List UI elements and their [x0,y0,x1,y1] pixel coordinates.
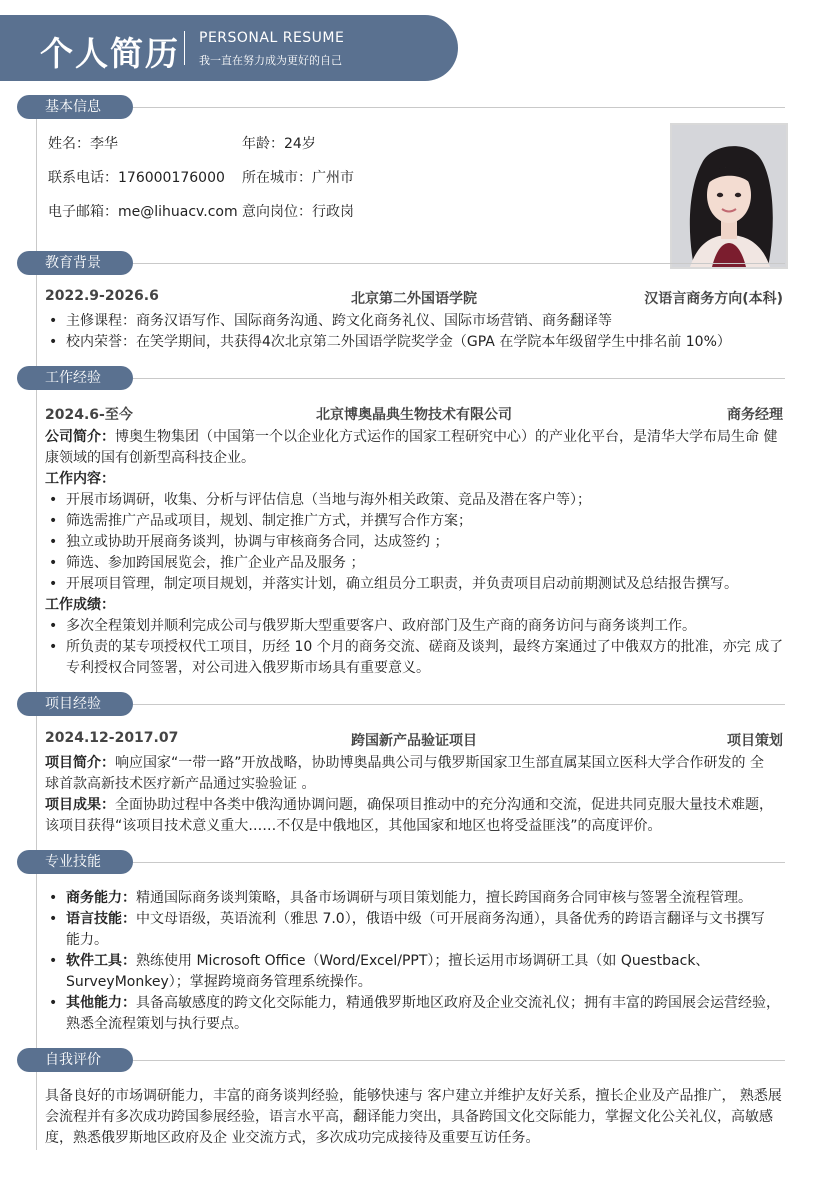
list-item: • 独立或协助开展商务谈判，协调与审核商务合同，达成签约 ； [47,532,787,553]
self-eval-line: 会流程并有多次成功跨国参展经验，语言水平高，翻译能力突出，具备跨国文化交际能力，掌握文化公关礼仪，高敏感 [45,1109,773,1125]
education-major: 汉语言商务方向(本科) [644,291,783,307]
section-skills-header [17,850,785,874]
list-item-cont: 熟悉全流程策划与执行要点。 [66,1016,248,1032]
project-role: 项目策划 [727,733,783,749]
section-rule [133,862,785,863]
section-label: 基本信息 [17,95,133,119]
list-item: • 主修课程：商务汉语写作、国际商务沟通、跨文化商务礼仪、国际市场营销、商务翻译等 [47,311,787,332]
skill-text: 熟练使用 Microsoft Office（Word/Excel/PPT）；擅长运用市场调研工具（如 Questback、 [136,953,710,969]
skill-label: 软件工具： [66,953,136,969]
list-item: • 筛选需推广产品或项目，规划、制定推广方式，并撰写合作方案； [47,511,787,532]
list-item: • 多次全程策划并顺利完成公司与俄罗斯大型重要客户、政府部门及生产商的商务访问与商务谈判工作。 [47,616,787,637]
list-item [47,951,787,972]
project-intro-cont: 球首款高新技术医疗新产品通过实验验证 。 [45,776,316,792]
avatar-photo-icon [672,125,786,267]
project-result-label: 项目成果： [45,797,115,813]
education-period: 2022.9-2026.6 [45,288,159,304]
section-rule [133,704,785,705]
work-period: 2024.6-至今 [45,407,133,423]
project-result-text: 全面协助过程中各类中俄沟通协调问题，确保项目推动中的充分沟通和交流，促进共同克服大量技术难题， [115,797,773,813]
section-rule [133,107,785,108]
skill-label: 商务能力： [66,890,136,906]
section-self-header [17,1048,785,1072]
section-work-header [17,366,785,390]
project-period: 2024.12-2017.07 [45,730,179,746]
list-item-cont: SurveyMonkey）；掌握跨境商务管理系统操作。 [66,974,372,990]
basic-email: 电子邮箱：me@lihuacv.com [48,204,238,220]
section-basic-header [17,95,785,119]
basic-name: 姓名：李华 [48,136,118,152]
project-row [45,730,783,751]
work-content-label: 工作内容： [45,471,115,487]
section-label: 自我评价 [17,1048,133,1072]
list-item: • 开展项目管理，制定项目规划，并落实计划，确立组员分工职责，并负责项目启动前期测试及总结报告撰写。 [47,574,787,595]
project-result-cont: 该项目获得“该项目技术意义重大……不仅是中俄地区，其他国家和地区也将受益匪浅”的高度评价。 [45,818,662,834]
skill-label: 语言技能： [66,911,136,927]
section-label: 工作经验 [17,366,133,390]
title-divider [184,31,185,65]
work-company: 北京博奥晶典生物技术有限公司 [316,407,512,423]
list-item [47,909,787,930]
work-intro [45,427,787,448]
project-intro [45,753,787,774]
section-project-header [17,692,785,716]
section-label: 教育背景 [17,251,133,275]
list-item [47,888,787,909]
section-label: 项目经验 [17,692,133,716]
skill-text: 精通国际商务谈判策略，具备市场调研与项目策划能力，擅长跨国商务合同审核与签署全流程管理。 [136,890,752,906]
project-intro-label: 项目简介： [45,755,115,771]
section-rule [133,263,785,264]
resume-subtitle: PERSONAL RESUME [199,30,345,46]
education-school: 北京第二外国语学院 [351,291,477,307]
basic-phone: 联系电话：176000176000 [48,170,225,186]
list-item: • 校内荣誉：在笑学期间，共获得4次北京第二外国语学院奖学金（GPA 在学院本年级留学生中排名前 10%） [47,332,787,353]
skill-label: 其他能力： [66,995,136,1011]
project-intro-text: 响应国家“一带一路”开放战略，协助博奥晶典公司与俄罗斯国家卫生部直属某国立医科大学合作研发的 全 [115,755,764,771]
work-row [45,404,783,425]
work-intro-cont: 康领域的国有创新型高科技企业。 [45,450,255,466]
list-item: • 开展市场调研，收集、分析与评估信息（当地与海外相关政策、竞品及潜在客户等）； [47,490,787,511]
section-education-header [17,251,785,275]
list-item: • 所负责的某专项授权代工项目，历经 10 个月的商务交流、磋商及谈判，最终方案通过了中俄双方的批准，亦完 成了 [47,637,787,658]
project-result [45,795,787,816]
basic-age: 年龄：24岁 [242,136,316,152]
work-intro-label: 公司简介： [45,429,115,445]
basic-position: 意向岗位：行政岗 [242,204,354,220]
list-item [47,993,787,1014]
section-rule [133,1060,785,1061]
header-banner [0,15,458,81]
skill-text: 具备高敏感度的跨文化交际能力，精通俄罗斯地区政府及企业交流礼仪；拥有丰富的跨国展会运营经验， [136,995,780,1011]
section-rule [133,378,785,379]
list-item-cont: 专利授权合同签署，对公司进入俄罗斯市场具有重要意义。 [66,660,430,676]
self-eval-line: 具备良好的市场调研能力，丰富的商务谈判经验，能够快速与 客户建立并维护友好关系，擅长企业及产品推广， 熟悉展 [45,1088,782,1104]
resume-title: 个人简历 [40,34,180,73]
skill-text: 中文母语级，英语流利（雅思 7.0），俄语中级（可开展商务沟通），具备优秀的跨语言翻译与文书撰写 [136,911,765,927]
list-item: • 筛选、参加跨国展览会，推广企业产品及服务 ； [47,553,787,574]
work-role: 商务经理 [727,407,783,423]
list-item-cont: 能力。 [66,932,108,948]
work-intro-text: 博奥生物集团（中国第一个以企业化方式运作的国家工程研究中心）的产业化平台，是清华大学布局生命 健 [115,429,778,445]
avatar [670,123,788,269]
section-label: 专业技能 [17,850,133,874]
education-row [45,288,783,309]
resume-motto: 我一直在努力成为更好的自己 [199,54,342,67]
self-eval-line: 度，熟悉俄罗斯地区政府及企 业交流方式，多次成功完成接待及重要互访任务。 [45,1130,540,1146]
project-name: 跨国新产品验证项目 [351,733,477,749]
basic-city: 所在城市：广州市 [242,170,354,186]
work-result-label: 工作成绩： [45,597,115,613]
